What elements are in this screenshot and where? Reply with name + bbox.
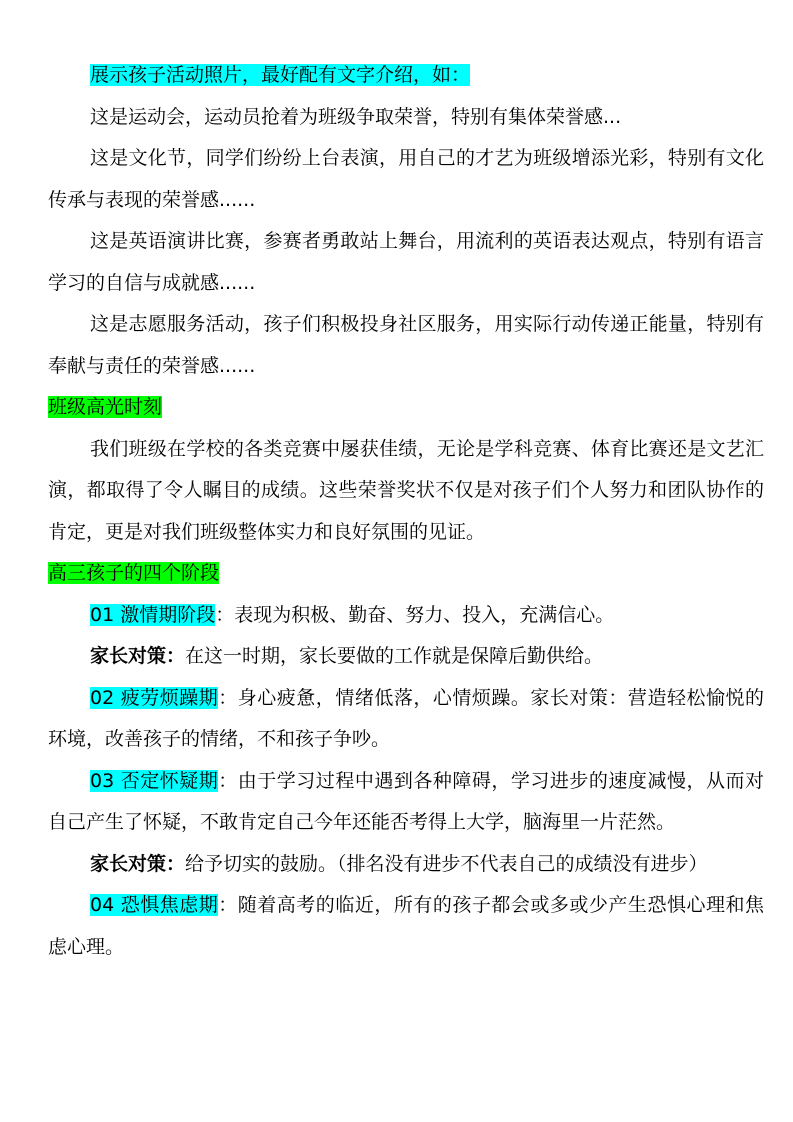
intro-paragraph <box>48 55 764 97</box>
advice-3-paragraph <box>48 844 764 886</box>
activity-volunteer-paragraph: 这是志愿服务活动，孩子们积极投身社区服务，用实际行动传递正能量，特别有奉献与责任的荣誉感...... <box>48 313 764 377</box>
stages-heading: 高三孩子的四个阶段 <box>48 562 220 584</box>
stage-1-label: 01 激情期阶段 <box>90 603 216 626</box>
stage-2-paragraph <box>48 678 764 761</box>
intro-heading: 展示孩子活动照片，最好配有文字介绍，如： <box>90 64 471 86</box>
activity-culture-paragraph: 这是文化节，同学们纷纷上台表演，用自己的才艺为班级增添光彩，特别有文化传承与表现的荣誉感...... <box>48 147 764 211</box>
stage-3-label: 03 否定怀疑期 <box>90 769 219 792</box>
stage-4-label: 04 恐惧焦虑期 <box>90 894 219 916</box>
advice-1-paragraph <box>48 636 764 678</box>
stage-2-label: 02 疲劳烦躁期 <box>90 686 219 709</box>
stage-1-paragraph <box>48 595 764 637</box>
activity-sports-paragraph: 这是运动会，运动员抢着为班级争取荣誉，特别有集体荣誉感... <box>90 105 622 128</box>
highlights-heading-line <box>48 387 764 429</box>
stage-1-text: ：表现为积极、勤奋、努力、投入，充满信心。 <box>215 603 615 626</box>
advice-3-text: 给予切实的鼓励。（排名没有进步不代表自己的成绩没有进步） <box>185 852 708 875</box>
advice-3-label: 家长对策： <box>90 852 186 875</box>
stage-4-paragraph <box>48 885 764 968</box>
advice-1-text: 在这一时期，家长要做的工作就是保障后勤供给。 <box>185 645 604 667</box>
advice-1-label: 家长对策： <box>90 645 186 667</box>
stage-3-paragraph <box>48 761 764 844</box>
highlights-paragraph: 我们班级在学校的各类竞赛中屡获佳绩，无论是学科竞赛、体育比赛还是文艺汇演，都取得了令人瞩目的成绩。这些荣誉奖状不仅是对孩子们个人努力和团队协作的肯定，更是对我们班级整体实力和良好氛围的见证。 <box>48 437 764 543</box>
stage-3-text: ：由于学习过程中遇到各种障碍，学习进步的速度减慢，从而对自己产生了怀疑，不敢肯定自己今年还能否考得上大学，脑海里一片茫然。 <box>48 769 764 833</box>
stage-2-text: ：身心疲惫，情绪低落，心情烦躁。家长对策：营造轻松愉悦的环境，改善孩子的情绪，不和孩子争吵。 <box>48 686 764 750</box>
activity-english-paragraph: 这是英语演讲比赛，参赛者勇敢站上舞台，用流利的英语表达观点，特别有语言学习的自信与成就感...... <box>48 230 764 294</box>
stage-4-text: ：随着高考的临近，所有的孩子都会或多或少产生恐惧心理和焦虑心理。 <box>48 894 764 958</box>
highlights-heading: 班级高光时刻 <box>48 396 163 418</box>
stages-heading-line <box>48 553 764 595</box>
document-page <box>48 55 764 968</box>
